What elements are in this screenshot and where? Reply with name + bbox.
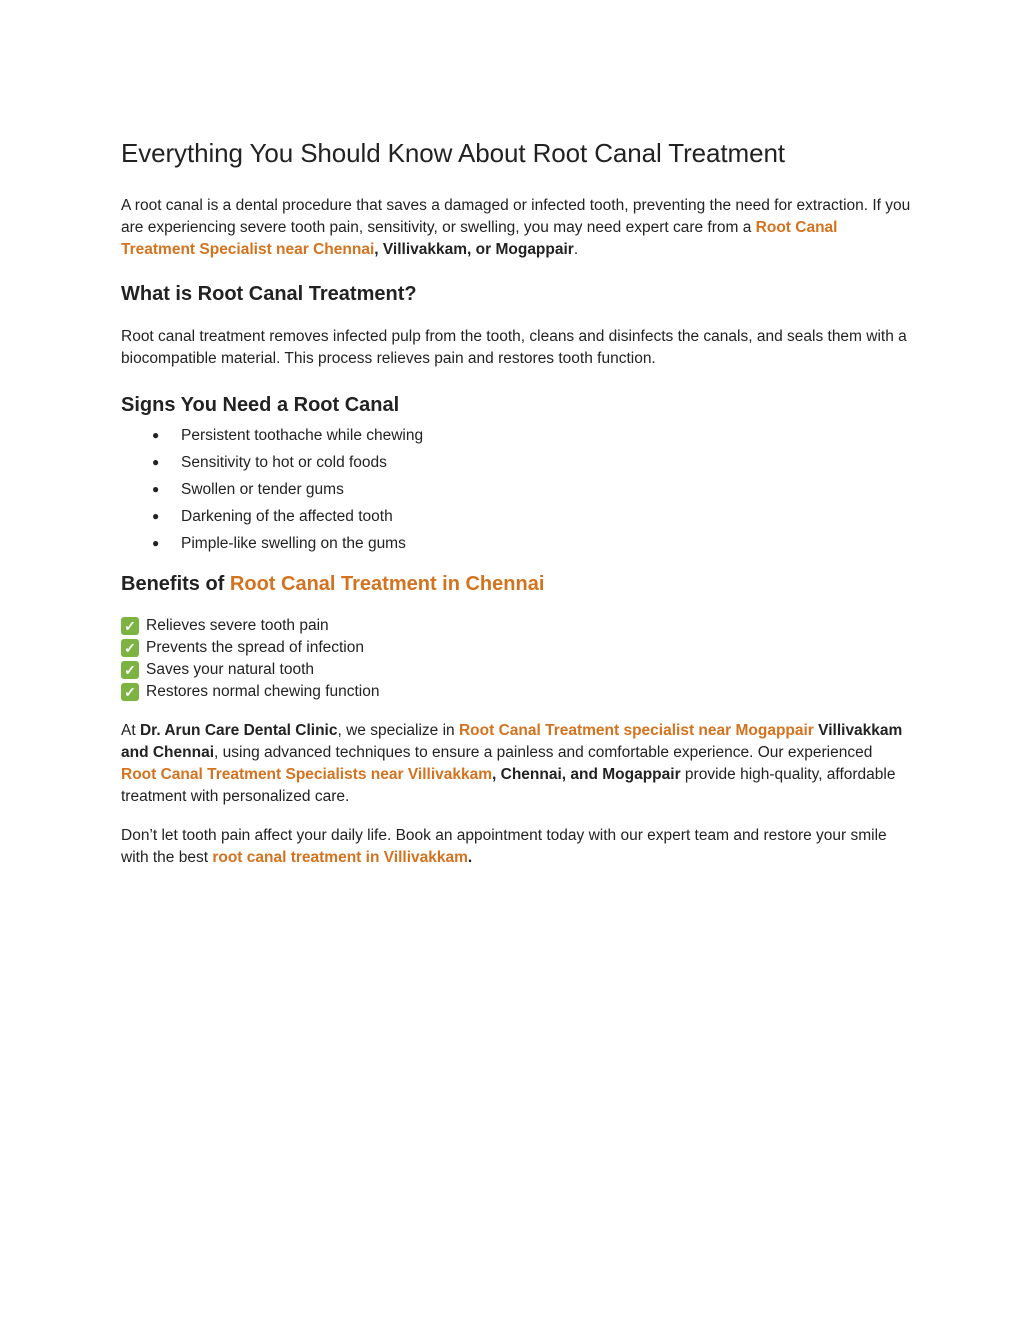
benefit-item	[121, 681, 911, 703]
list-item-label: Darkening of the affected tooth	[181, 508, 393, 525]
clinic-paragraph	[121, 720, 911, 808]
signs-list	[121, 422, 911, 557]
intro-text: A root canal is a dental procedure that saves a damaged or infected tooth, preventing the need for extraction. If you are experiencing severe tooth pain, sensitivity, or swelling, you may need expert care from a	[121, 197, 911, 236]
clinic-text: , we specialize in	[337, 722, 459, 739]
link-treatment-chennai[interactable]: Root Canal Treatment in Chennai	[229, 573, 545, 595]
benefit-label: Saves your natural tooth	[146, 661, 315, 678]
closing-period: .	[467, 849, 473, 866]
heading-signs: Signs You Need a Root Canal	[121, 394, 400, 416]
link-specialist-mogappair[interactable]: Root Canal Treatment specialist near Mogappair	[458, 722, 814, 739]
document-page	[121, 133, 911, 869]
benefit-label: Restores normal chewing function	[146, 683, 380, 700]
page-title: Everything You Should Know About Root Canal Treatment	[121, 138, 785, 168]
benefit-item	[121, 615, 911, 637]
bullet-icon: ●	[152, 536, 160, 550]
bullet-icon: ●	[152, 509, 160, 523]
check-icon: ✓	[121, 683, 139, 701]
list-item	[121, 476, 911, 503]
intro-paragraph	[121, 195, 911, 261]
heading-benefits	[121, 569, 911, 599]
clinic-locations: Villivakkam and Chennai	[121, 722, 903, 761]
benefit-item	[121, 637, 911, 659]
heading-what-is: What is Root Canal Treatment?	[121, 283, 417, 305]
closing-text: Don’t let tooth pain affect your daily life. Book an appointment today with our expert team and restore your smile with the best	[121, 827, 887, 866]
list-item-label: Pimple-like swelling on the gums	[181, 535, 406, 552]
bullet-icon: ●	[152, 482, 160, 496]
check-icon: ✓	[121, 661, 139, 679]
benefit-label: Relieves severe tooth pain	[146, 617, 329, 634]
clinic-text: provide high-quality, affordable treatment with personalized care.	[121, 766, 896, 805]
link-treatment-villivakkam[interactable]: root canal treatment in Villivakkam	[212, 849, 468, 866]
list-item-label: Swollen or tender gums	[181, 481, 344, 498]
check-icon: ✓	[121, 617, 139, 635]
list-item	[121, 503, 911, 530]
benefit-item	[121, 659, 911, 681]
clinic-name: Dr. Arun Care Dental Clinic	[139, 722, 338, 739]
intro-period: .	[573, 241, 579, 258]
benefit-label: Prevents the spread of infection	[146, 639, 364, 656]
list-item	[121, 449, 911, 476]
link-specialists-villivakkam[interactable]: Root Canal Treatment Specialists near Villivakkam	[121, 766, 493, 783]
benefits-list	[121, 615, 911, 703]
list-item-label: Sensitivity to hot or cold foods	[181, 454, 387, 471]
clinic-locations-2: , Chennai, and Mogappair	[492, 766, 681, 783]
closing-paragraph	[121, 825, 911, 869]
list-item-label: Persistent toothache while chewing	[181, 427, 424, 444]
check-icon: ✓	[121, 639, 139, 657]
intro-locations: , Villivakkam, or Mogappair	[374, 241, 574, 258]
what-paragraph: Root canal treatment removes infected pulp from the tooth, cleans and disinfects the canals, and seals them with a biocompatible material. This process relieves pain and restores tooth function.	[121, 328, 907, 367]
bullet-icon: ●	[152, 455, 160, 469]
clinic-text: , using advanced techniques to ensure a painless and comfortable experience. Our experienced	[214, 744, 873, 761]
heading-benefits-prefix: Benefits of	[121, 573, 230, 595]
bullet-icon: ●	[152, 428, 160, 442]
clinic-text: At	[121, 722, 140, 739]
list-item	[121, 530, 911, 557]
link-specialist-chennai[interactable]: Root Canal Treatment Specialist near Chennai	[121, 219, 838, 258]
list-item	[121, 422, 911, 449]
